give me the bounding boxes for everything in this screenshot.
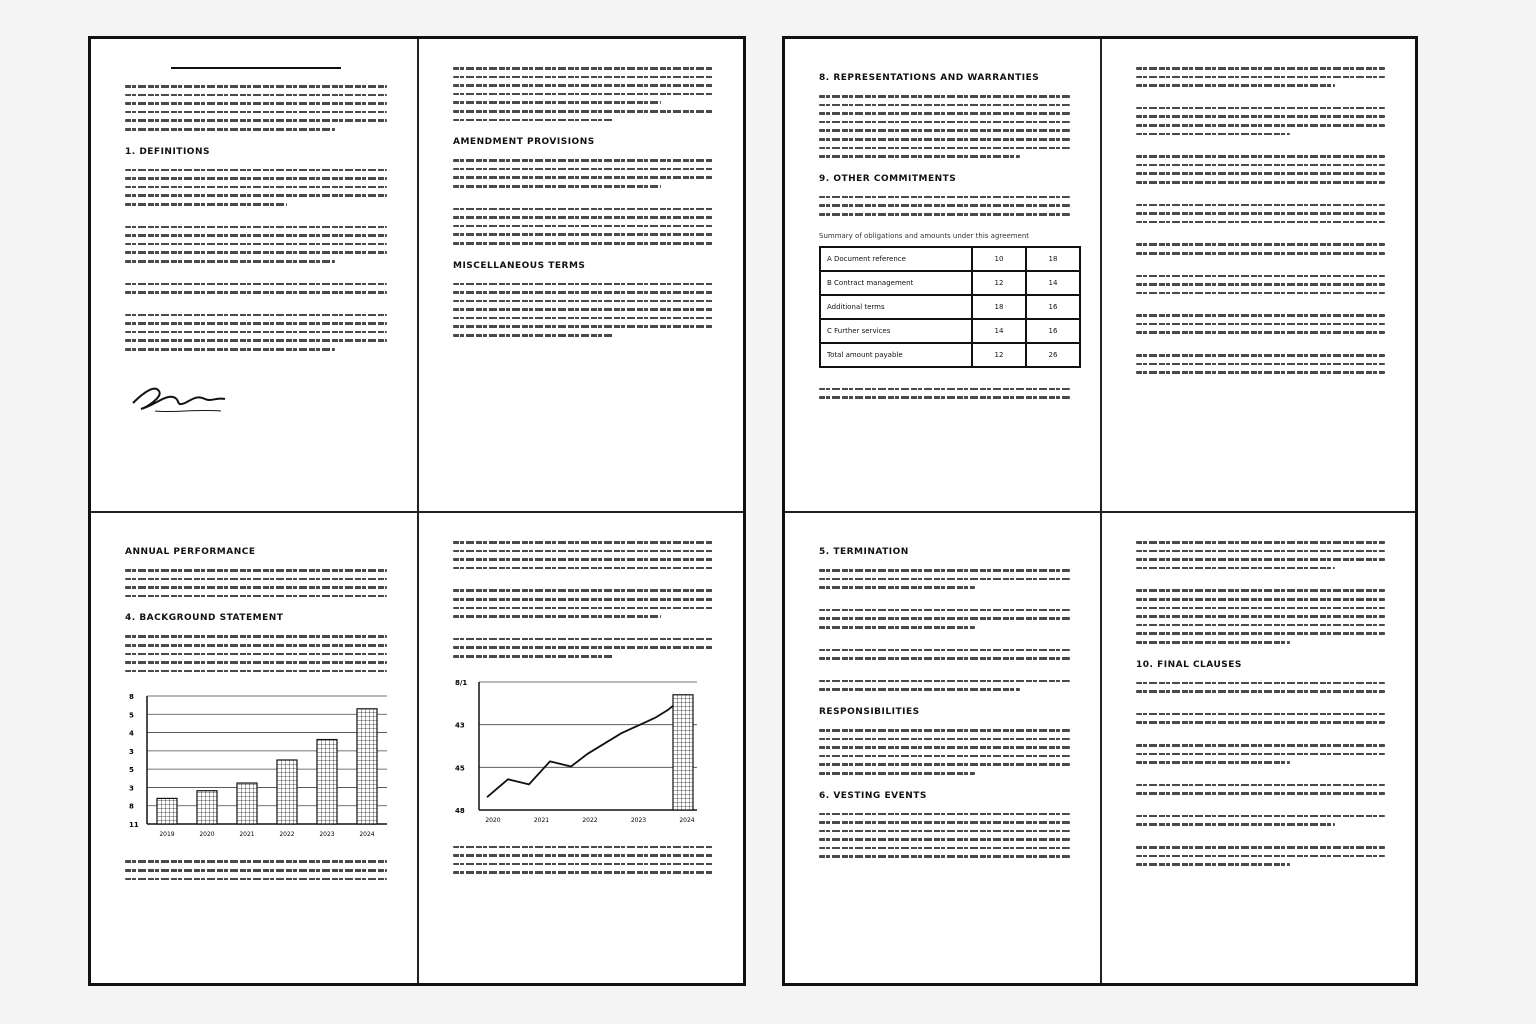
section-heading: 10. FINAL CLAUSES — [1136, 659, 1242, 670]
paragraph — [453, 585, 713, 623]
row-value: 12 — [972, 271, 1026, 295]
y-tick-label: 43 — [455, 721, 465, 730]
paragraph — [453, 842, 713, 880]
section-heading: AMENDMENT PROVISIONS — [453, 137, 595, 148]
paragraph — [1136, 537, 1385, 575]
paragraph — [125, 856, 387, 886]
paragraph — [819, 809, 1070, 865]
bar — [357, 709, 377, 824]
paragraph — [453, 279, 713, 343]
row-value: 16 — [1026, 295, 1080, 319]
section-heading: 5. TERMINATION — [819, 547, 909, 557]
paragraph — [125, 279, 387, 300]
y-tick-label: 5 — [129, 711, 134, 720]
page-7 — [785, 511, 1100, 983]
bar — [237, 783, 257, 824]
section-heading: MISCELLANEOUS TERMS — [453, 260, 586, 271]
section-heading: RESPONSIBILITIES — [819, 706, 920, 717]
page-4 — [417, 511, 743, 983]
y-tick-label: 4 — [129, 729, 134, 738]
paragraph — [125, 565, 387, 603]
x-tick-label: 2021 — [533, 816, 550, 824]
paragraph — [819, 645, 1070, 666]
paragraph — [1136, 811, 1385, 832]
row-value: 26 — [1026, 343, 1080, 367]
paragraph — [1136, 780, 1385, 801]
x-tick-label: 2023 — [630, 816, 647, 824]
bar — [277, 760, 297, 824]
y-tick-label: 5 — [129, 766, 134, 775]
paragraph — [125, 165, 387, 212]
paragraph — [819, 192, 1070, 222]
x-tick-label: 2024 — [679, 816, 695, 824]
bar-chart — [125, 688, 395, 848]
x-tick-label: 2019 — [159, 831, 175, 839]
x-tick-label: 2022 — [279, 831, 295, 839]
paragraph — [1136, 350, 1385, 380]
section-heading: 1. DEFINITIONS — [125, 146, 210, 157]
x-tick-label: 2020 — [199, 831, 215, 839]
row-value: 16 — [1026, 319, 1080, 343]
paragraph — [453, 537, 713, 575]
row-label: Additional terms — [820, 295, 972, 319]
bar — [673, 694, 693, 809]
paragraph — [1136, 151, 1385, 189]
page-6 — [1100, 39, 1415, 511]
page-5 — [785, 39, 1100, 511]
paragraph — [125, 222, 387, 269]
title-rule — [171, 67, 341, 69]
bar — [197, 791, 217, 824]
y-tick-label: 11 — [129, 821, 139, 830]
row-label: B Contract management — [820, 271, 972, 295]
paragraph — [819, 605, 1070, 635]
page-2 — [417, 39, 743, 511]
document-spread-right — [782, 36, 1418, 986]
paragraph — [453, 63, 713, 127]
row-value: 10 — [972, 247, 1026, 271]
page-1 — [91, 39, 417, 511]
signature-image — [125, 377, 235, 417]
row-value: 18 — [1026, 247, 1080, 271]
section-heading: 6. VESTING EVENTS — [819, 790, 927, 801]
paragraph — [1136, 103, 1385, 141]
paragraph — [125, 310, 387, 357]
paragraph — [1136, 678, 1385, 699]
paragraph — [453, 634, 713, 664]
row-label: A Document reference — [820, 247, 972, 271]
paragraph — [1136, 310, 1385, 340]
x-tick-label: 2023 — [319, 831, 335, 839]
paragraph — [819, 565, 1070, 595]
section-heading: ANNUAL PERFORMANCE — [125, 547, 256, 557]
paragraph — [125, 631, 387, 678]
bar — [157, 799, 177, 825]
paragraph — [819, 676, 1070, 697]
bar — [317, 740, 337, 824]
y-tick-label: 3 — [129, 784, 134, 793]
paragraph — [1136, 239, 1385, 260]
x-tick-label: 2021 — [239, 831, 255, 839]
page-8 — [1100, 511, 1415, 983]
paragraph — [1136, 709, 1385, 730]
x-tick-label: 2022 — [582, 816, 598, 824]
y-tick-label: 45 — [455, 763, 465, 772]
row-label: C Further services — [820, 319, 972, 343]
table-row — [820, 343, 1080, 367]
paragraph — [1136, 740, 1385, 770]
y-tick-label: 8 — [129, 693, 134, 702]
paragraph — [125, 81, 387, 137]
section-heading: 9. OTHER COMMITMENTS — [819, 173, 957, 184]
paragraph — [819, 384, 1070, 405]
row-value: 14 — [972, 319, 1026, 343]
y-tick-label: 8 — [129, 803, 134, 812]
paragraph — [1136, 585, 1385, 649]
paragraph — [1136, 842, 1385, 872]
table-caption: Summary of obligations and amounts under this agreement — [819, 231, 1030, 240]
section-heading: 8. REPRESENTATIONS AND WARRANTIES — [819, 73, 1040, 83]
paragraph — [1136, 63, 1385, 93]
y-tick-label: 8/1 — [455, 678, 468, 687]
row-value: 12 — [972, 343, 1026, 367]
table-row — [820, 247, 1080, 271]
data-table — [819, 246, 1081, 368]
y-tick-label: 48 — [455, 806, 465, 815]
row-label: Total amount payable — [820, 343, 972, 367]
paragraph — [1136, 200, 1385, 230]
table-row — [820, 271, 1080, 295]
x-tick-label: 2020 — [485, 816, 501, 824]
paragraph — [453, 204, 713, 251]
x-tick-label: 2024 — [359, 831, 375, 839]
page-3 — [91, 511, 417, 983]
paragraph — [453, 155, 713, 193]
row-value: 14 — [1026, 271, 1080, 295]
paragraph — [819, 91, 1070, 164]
paragraph — [819, 725, 1070, 781]
series-line — [487, 699, 680, 796]
document-spread-left — [88, 36, 746, 986]
row-value: 18 — [972, 295, 1026, 319]
table-row — [820, 319, 1080, 343]
line-chart — [453, 674, 703, 834]
y-tick-label: 3 — [129, 748, 134, 757]
section-heading: 4. BACKGROUND STATEMENT — [125, 613, 284, 624]
table-row — [820, 295, 1080, 319]
paragraph — [1136, 271, 1385, 301]
